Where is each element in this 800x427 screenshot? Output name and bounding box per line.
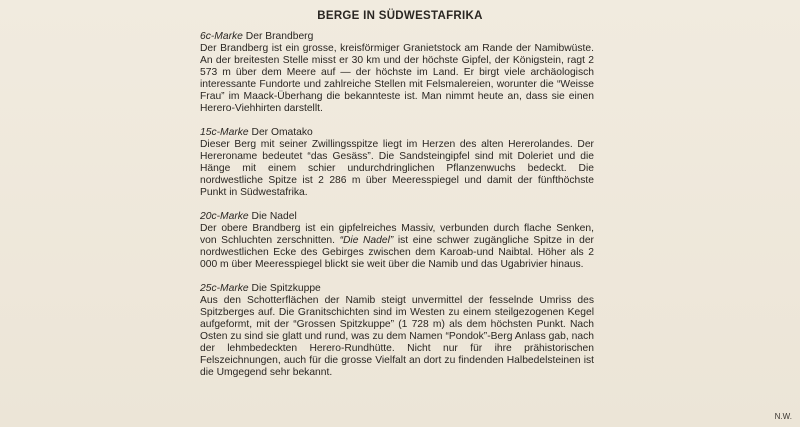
stamp-label: 20c-Marke [200,211,249,222]
mountain-name: Der Brandberg [245,31,314,42]
section-heading [200,211,594,223]
section-text-part: ist eine schwer zugängliche Spitze in der nordwestlichen Ecke des Gebirges zwischen dem Karoab-und Naibtal. Höher als 2 000 m über Meeresspiegel blickt sie weit über die Namib und das Ugabrivier hinaus. [200,235,594,270]
stamp-label: 15c-Marke [200,127,249,138]
section-omatako [200,127,594,199]
author-initials: N.W. [774,412,792,421]
section-brandberg [200,31,594,115]
section-text-part: Der obere Brandberg ist ein gipfelreiches Massiv, verbunden durch flache Senken, von Schluchten zerschnitten. [200,223,594,246]
section-nadel [200,211,594,271]
section-text: Aus den Schotterflächen der Namib steigt unvermittel der fesselnde Umriss des Spitzberges auf. Die Granitschichten sind im Westen zu einem steilgezogenen Kegel aufgeformt, mit der “Grossen Spitzkuppe” (1 728 m) als dem höchsten Punkt. Nach Osten zu sind sie glatt und rund, was zu dem Namen “Pondok”-Berg Anlass gab, nach der lehmbedeckten Herero-Rundhütte. Nicht nur für ihre prähistorischen Felszeichnungen, auch für die grosse Vielfalt an dort zu findenden Halbedelsteinen ist die Umgegend sehr bekannt. [200,295,594,378]
section-text-emphasis: “Die Nadel” [339,235,394,246]
section-text: Der Brandberg ist ein grosse, kreisförmiger Granietstock am Rande der Namibwüste. An der breitesten Stelle misst er 30 km und der höchste Gipfel, der Königstein, ragt 2 573 m über dem Meere auf — der höchste im Land. Er birgt viele archäologisch interessante Fundorte und zahlreiche Stellen mit Felsmalereien, worunter die “Weisse Frau” im Maack-Überhang die bekannteste ist. Man nimmt heute an, dass sie einen Herero-Viehhirten darstellt. [200,43,594,114]
section-spitzkuppe [200,283,594,379]
document-title: BERGE IN SÜDWESTAFRIKA [317,10,483,22]
mountain-name: Der Omatako [251,127,313,138]
section-heading [200,283,594,295]
stamp-label: 25c-Marke [200,283,249,294]
stamp-label: 6c-Marke [200,31,243,42]
mountain-name: Die Spitzkuppe [251,283,321,294]
document-content [200,31,594,391]
section-text [200,223,594,271]
section-heading [200,127,594,139]
mountain-name: Die Nadel [251,211,297,222]
section-text: Dieser Berg mit seiner Zwillingsspitze liegt im Herzen des alten Hererolandes. Der Hereroname bedeutet “das Gesäss”. Die Sandsteingipfel sind mit Doleriet und die Hänge mit einem schier undurchdringlichen Pflanzenwuchs bedeckt. Die nordwestliche Spitze ist 2 286 m über Meeresspiegel und damit der fünfthöchste Punkt in Südwestafrika. [200,139,594,198]
section-heading [200,31,594,43]
